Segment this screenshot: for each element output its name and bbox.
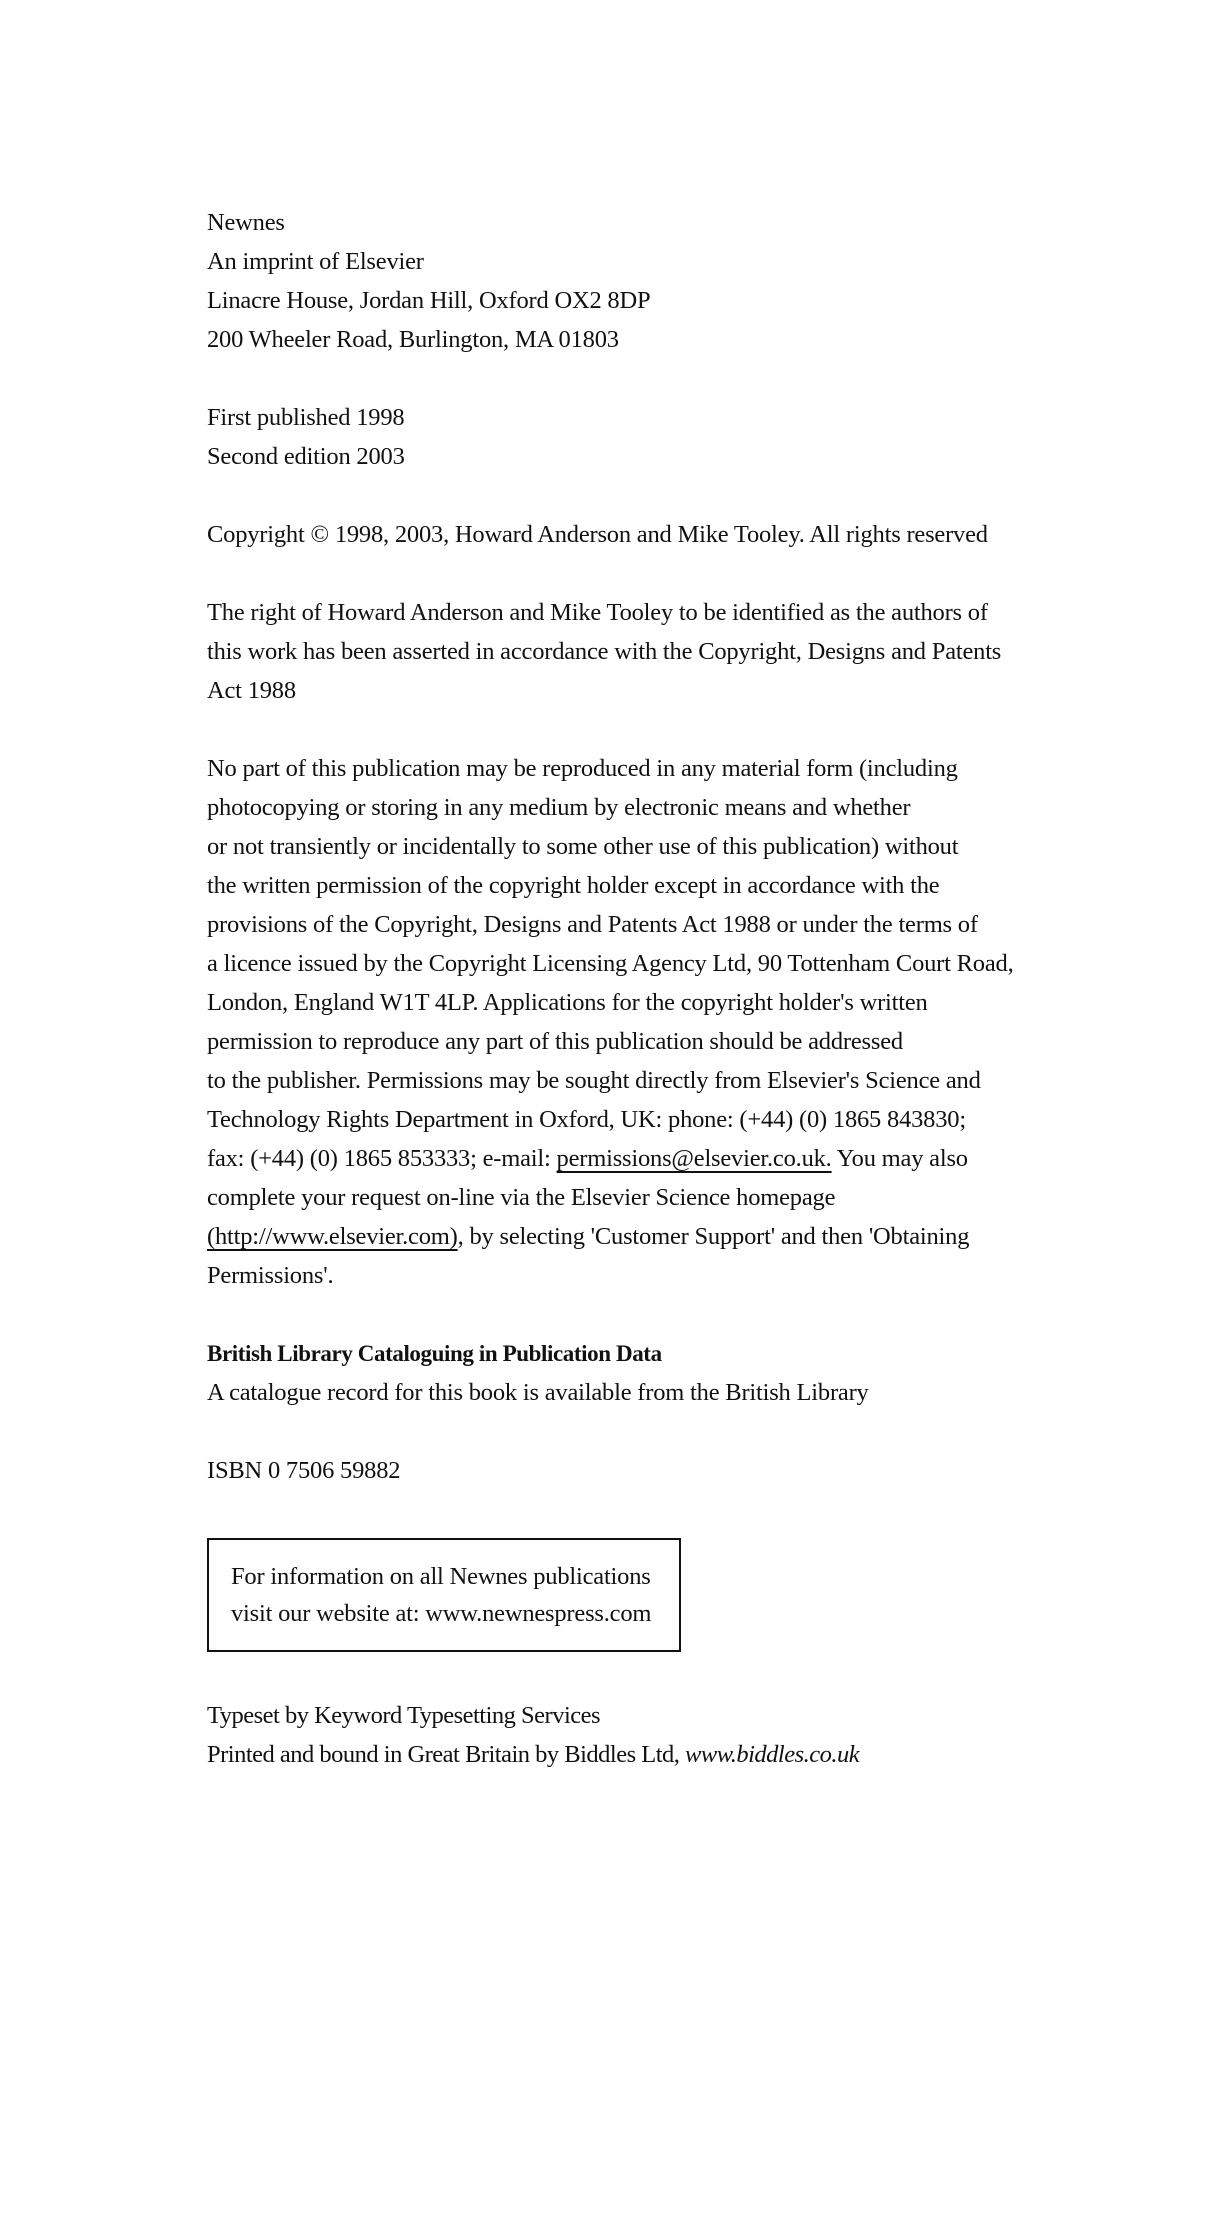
typeset-credit: Typeset by Keyword Typesetting Services — [207, 1702, 601, 1729]
elsevier-homepage-link[interactable]: (http://www.elsevier.com) — [207, 1223, 458, 1250]
fax-suffix-text: You may also — [831, 1145, 968, 1172]
fax-text: fax: (+44) (0) 1865 853333; e-mail: — [207, 1145, 557, 1172]
cip-section — [207, 1334, 1087, 1412]
permissions-line: permission to reproduce any part of this publication should be addressed — [207, 1028, 903, 1055]
isbn-section — [207, 1451, 1087, 1490]
copyright-notice — [207, 515, 1087, 554]
publisher-name: Newnes — [207, 209, 285, 236]
permissions-line: the written permission of the copyright holder except in accordance with the — [207, 872, 940, 899]
permissions-line: to the publisher. Permissions may be sought directly from Elsevier's Science and — [207, 1067, 981, 1094]
biddles-link[interactable]: www.biddles.co.uk — [685, 1741, 860, 1768]
copyright-page — [207, 203, 1087, 1774]
second-edition: Second edition 2003 — [207, 443, 405, 470]
permissions-line: provisions of the Copyright, Designs and Patents Act 1988 or under the terms of — [207, 911, 978, 938]
first-published: First published 1998 — [207, 404, 405, 431]
printed-text: Printed and bound in Great Britain by Biddles Ltd, — [207, 1741, 686, 1768]
moral-rights-line: Act 1988 — [207, 677, 296, 704]
url-suffix-text: , by selecting 'Customer Support' and then 'Obtaining — [457, 1223, 970, 1250]
permissions-line: a licence issued by the Copyright Licensing Agency Ltd, 90 Tottenham Court Road, — [207, 950, 1014, 977]
publication-history — [207, 398, 1087, 476]
moral-rights-line: The right of Howard Anderson and Mike Tooley to be identified as the authors of — [207, 599, 988, 626]
isbn: ISBN 0 7506 59882 — [207, 1457, 401, 1484]
permissions-line: or not transiently or incidentally to some other use of this publication) without — [207, 833, 959, 860]
newnes-info-box — [207, 1538, 681, 1652]
permissions-line: Technology Rights Department in Oxford, UK: phone: (+44) (0) 1865 843830; — [207, 1106, 966, 1133]
moral-rights-line: this work has been asserted in accordance with the Copyright, Designs and Patents — [207, 638, 1002, 665]
production-credits — [207, 1696, 1087, 1774]
publisher-address — [207, 203, 1087, 359]
info-box-line-2: visit our website at: www.newnespress.com — [231, 1600, 652, 1627]
permissions-notice — [207, 749, 1087, 1295]
copyright-line: Copyright © 1998, 2003, Howard Anderson and Mike Tooley. All rights reserved — [207, 521, 988, 548]
permissions-url-line — [207, 1217, 1087, 1256]
permissions-fax-line — [207, 1139, 1087, 1178]
publisher-address-oxford: Linacre House, Jordan Hill, Oxford OX2 8DP — [207, 287, 651, 314]
cip-text: A catalogue record for this book is available from the British Library — [207, 1379, 869, 1406]
permissions-homepage-line: complete your request on-line via the Elsevier Science homepage — [207, 1184, 836, 1211]
permissions-line: No part of this publication may be reproduced in any material form (including — [207, 755, 958, 782]
publisher-address-burlington: 200 Wheeler Road, Burlington, MA 01803 — [207, 326, 619, 353]
info-box-line-1: For information on all Newnes publications — [231, 1563, 651, 1590]
cip-heading: British Library Cataloguing in Publication Data — [207, 1341, 662, 1366]
printed-credit — [207, 1735, 1087, 1774]
permissions-line: London, England W1T 4LP. Applications for the copyright holder's written — [207, 989, 928, 1016]
permissions-line: photocopying or storing in any medium by electronic means and whether — [207, 794, 911, 821]
permissions-last-line: Permissions'. — [207, 1262, 334, 1289]
moral-rights-notice — [207, 593, 1087, 710]
publisher-imprint: An imprint of Elsevier — [207, 248, 424, 275]
permissions-email-link[interactable]: permissions@elsevier.co.uk. — [556, 1145, 832, 1172]
